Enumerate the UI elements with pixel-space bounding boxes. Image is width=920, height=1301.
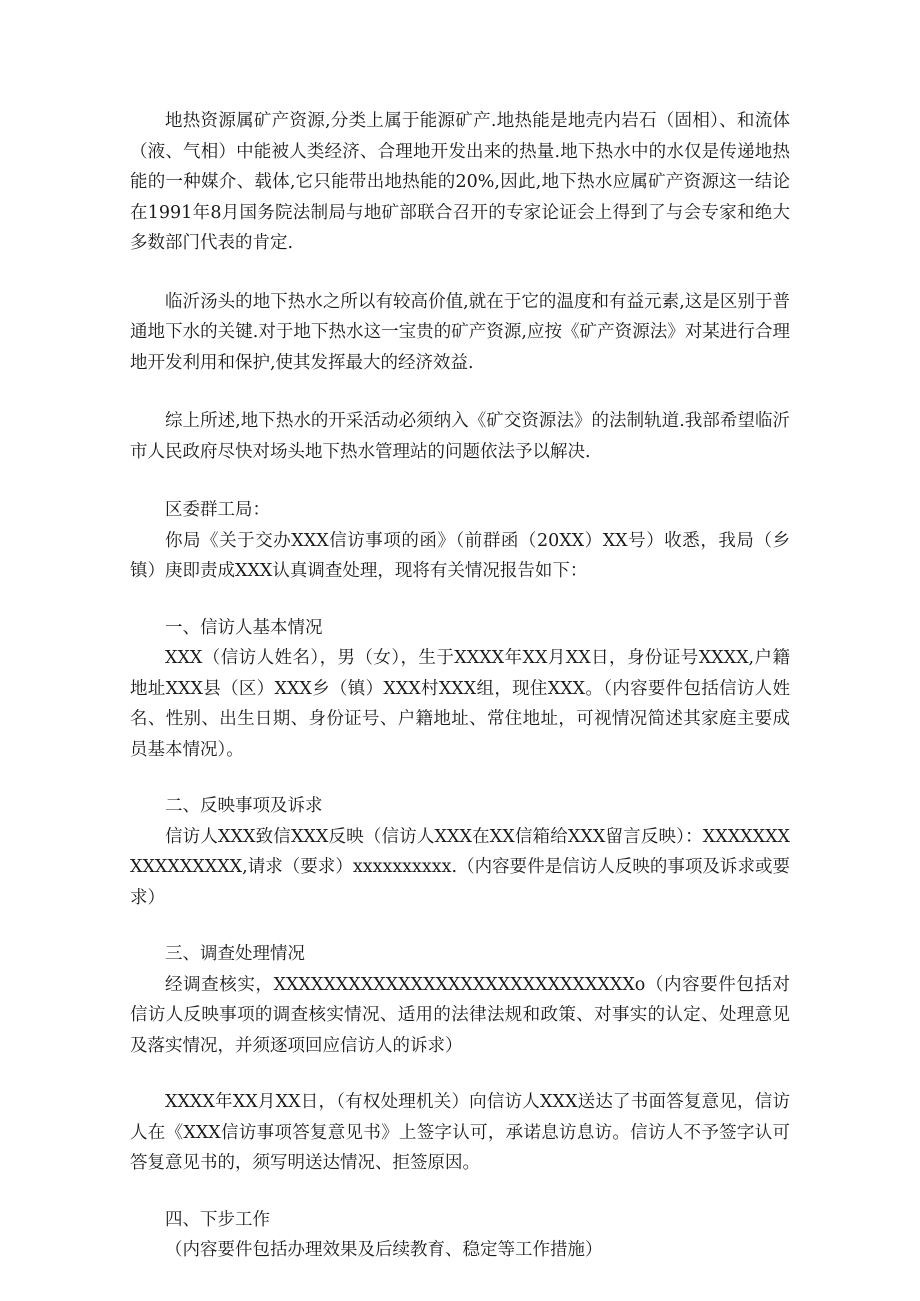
salutation: 区委群工局：: [165, 500, 270, 520]
paragraph-geothermal-classification: 地热资源属矿产资源,分类上属于能源矿产.地热能是地壳内岩石（固相）、和流体（液、气相）中能被人类经济、合理地开发出来的热量.地下热水中的水仅是传递地热能的一种媒介、载体,它只能带出地热能的20%,因此,地下热水应属矿产资源这一结论在1991年8月国务院法制局与地矿部联合召开的专家论证会上得到了与会专家和绝大多数部门代表的肯定.: [130, 111, 790, 253]
paragraph-matters-and-demands: 信访人XXX致信XXX反映（信访人XXX在XX信箱给XXX留言反映）：XXXXXXXXXXXXXXXX,请求（要求）xxxxxxxxxx.（内容要件是信访人反映的事项及诉求或要求）: [130, 826, 790, 908]
paragraph-reply-delivery: XXXX年XX月XX日，（有权处理机关）向信访人XXX送达了书面答复意见，信访人在《XXX信访事项答复意见书》上签字认可，承诺息访息访。信访人不予签字认可答复意见书的，须写明送达情况、拒签原因。: [130, 1092, 790, 1173]
paragraph-petitioner-info: XXX（信访人姓名），男（女），生于XXXX年XX月XX日，身份证号XXXX,户籍地址XXX县（区）XXX乡（镇）XXX村XXX组，现住XXX。（内容要件包括信访人姓名、性别、出生日期、身份证号、户籍地址、常住地址，可视情况简述其家庭主要成员基本情况）。: [130, 648, 790, 760]
section-heading-investigation: 三、调查处理情况: [165, 944, 305, 964]
section-heading-petitioner-info: 一、信访人基本情况: [165, 617, 323, 638]
section-heading-next-steps: 四、下步工作: [165, 1209, 270, 1230]
document-body: [130, 106, 790, 1266]
section-heading-matters-and-demands: 二、反映事项及诉求: [165, 796, 323, 816]
paragraph-investigation: 经调查核实，XXXXXXXXXXXXXXXXXXXXXXXXXXXXXo（内容要件包括对信访人反映事项的调查核实情况、适用的法律法规和政策、对事实的认定、处理意见及落实情况，并须逐项回应信访人的诉求）: [130, 974, 790, 1056]
paragraph-next-steps: （内容要件包括办理效果及后续教育、稳定等工作措施）: [165, 1240, 603, 1260]
paragraph-linyi-hot-water: 临沂汤头的地下热水之所以有较高价值,就在于它的温度和有益元素,这是区别于普通地下水的关键.对于地下热水这一宝贵的矿产资源,应按《矿产资源法》对某进行合理地开发利用和保护,使其发挥最大的经济效益.: [130, 291, 790, 373]
paragraph-conclusion: 综上所述,地下热水的开采活动必须纳入《矿交资源法》的法制轨道.我部希望临沂市人民政府尽快对场头地下热水管理站的问题依法予以解决.: [130, 411, 790, 462]
paragraph-report-intro: 你局《关于交办XXX信访事项的函》（前群函（20XX）XX号）收悉，我局（乡镇）庚即责成XXX认真调查处理，现将有关情况报告如下：: [130, 530, 790, 581]
